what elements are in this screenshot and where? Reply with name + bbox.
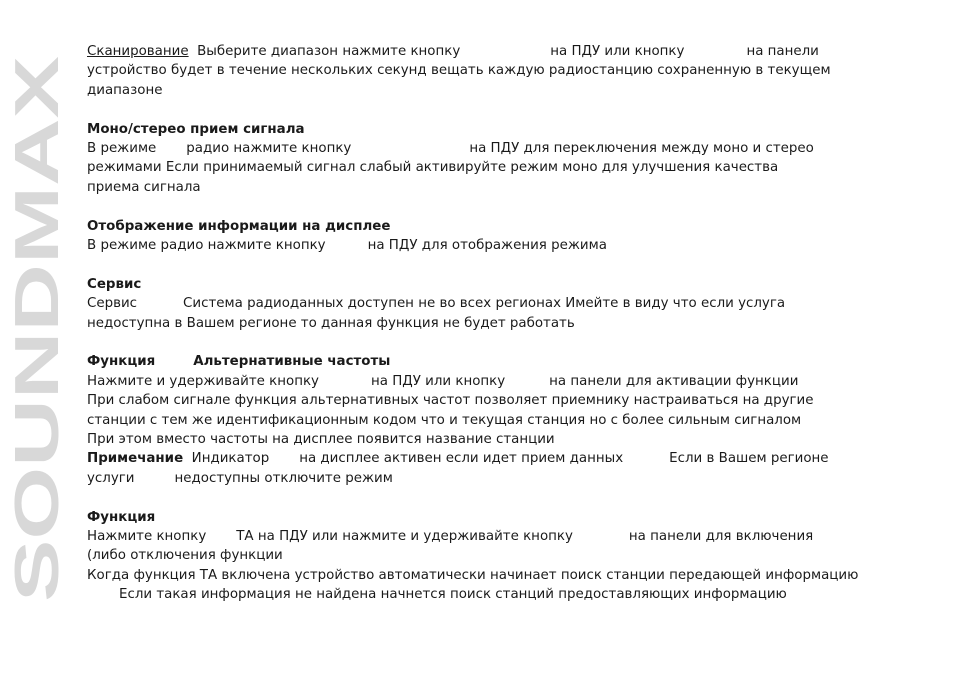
mono-line-3: приема сигнала: [87, 179, 201, 195]
section-title-display: Отображение информации на дисплее: [87, 218, 391, 234]
logo-text: SOUNDMAX: [3, 240, 72, 602]
display-line-1: В режиме радио нажмите кнопку на ПДУ для отображения режима: [87, 238, 607, 254]
af-note-line-2: услуги недоступны отключите режим: [87, 470, 393, 486]
mono-line-1: В режиме радио нажмите кнопку на ПДУ для переключения между моно и стерео: [87, 141, 814, 157]
service-line-2: недоступна в Вашем регионе то данная функция не будет работать: [87, 315, 575, 331]
scan-line-3: диапазоне: [87, 82, 163, 98]
mono-line-2: режимами Если принимаемый сигнал слабый активируйте режим моно для улучшения качества: [87, 160, 779, 176]
soundmax-logo: [3, 54, 72, 602]
service-line-1: Сервис Система радиоданных доступен не во всех регионах Имейте в виду что если услуга: [87, 296, 786, 312]
scan-label: Сканирование: [87, 44, 189, 59]
manual-page-content: [87, 42, 881, 605]
ta-line-2: (либо отключения функции: [87, 548, 283, 564]
brand-watermark: [3, 54, 72, 602]
section-title-mono: Моно/стерео прием сигнала: [87, 121, 305, 137]
section-title-service: Сервис: [87, 276, 142, 292]
section-title-af: Функция Альтернативные частоты: [87, 354, 391, 370]
section-title-ta: Функция: [87, 509, 156, 525]
af-line-3: станции с тем же идентификационным кодом что и текущая станция но с более сильным сигналом: [87, 412, 802, 428]
note-label: Примечание: [87, 451, 184, 467]
ta-line-1: Нажмите кнопку ТА на ПДУ или нажмите и удерживайте кнопку на панели для включения: [87, 529, 814, 545]
af-note-line-1: Примечание Индикатор на дисплее активен если идет прием данных Если в Вашем регионе: [87, 451, 829, 467]
ta-line-4: Если такая информация не найдена начнется поиск станций предоставляющих информацию: [119, 587, 787, 603]
af-line-1: Нажмите и удерживайте кнопку на ПДУ или кнопку на панели для активации функции: [87, 373, 799, 389]
scan-line-2: устройство будет в течение нескольких секунд вещать каждую радиостанцию сохраненную в текущем: [87, 63, 831, 79]
scan-line-1: Сканирование Выберите диапазон нажмите кнопку на ПДУ или кнопку на панели: [87, 44, 819, 59]
af-line-4: При этом вместо частоты на дисплее появится название станции: [87, 432, 555, 448]
af-line-2: При слабом сигнале функция альтернативных частот позволяет приемнику настраиваться на другие: [87, 393, 814, 409]
ta-line-3: Когда функция ТА включена устройство автоматически начинает поиск станции передающей информацию: [87, 567, 859, 583]
